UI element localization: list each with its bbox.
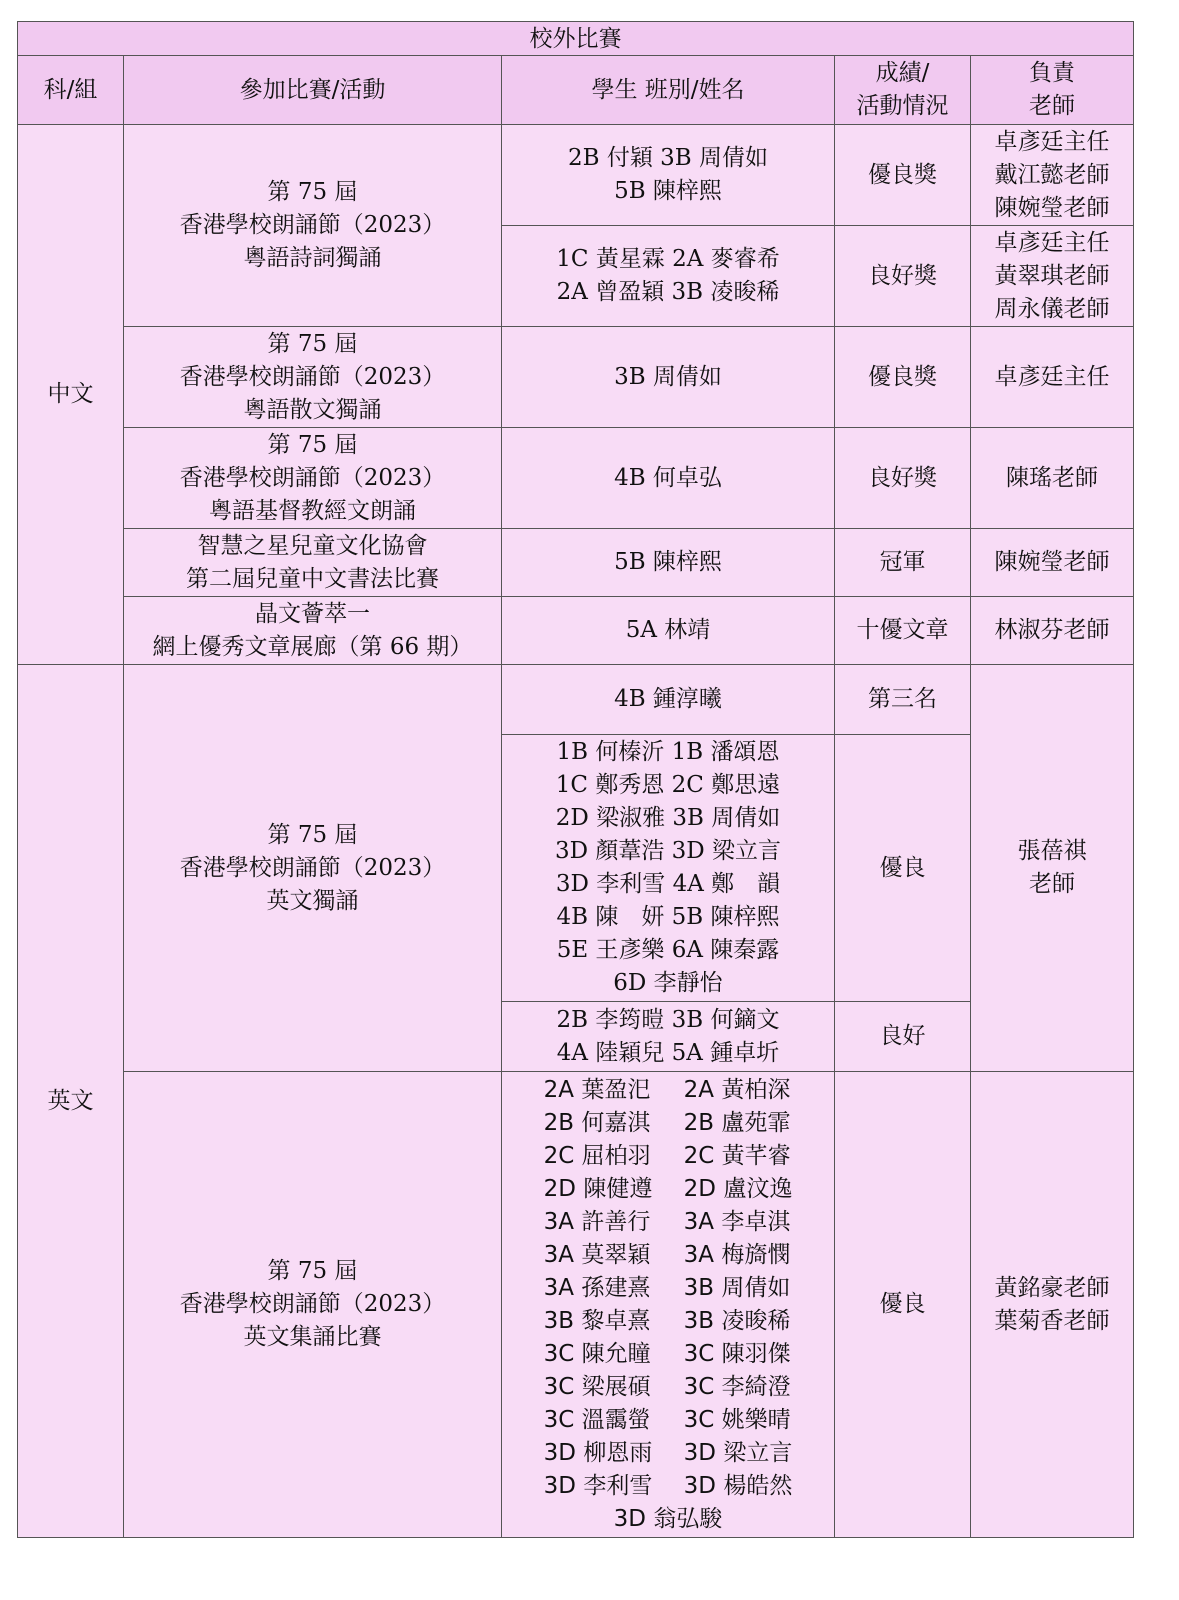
result-cell: 第三名 [835,665,971,735]
student-name: 3B 周倩如 [683,1274,791,1301]
teacher-cell: 卓彥廷主任 戴江懿老師 陳婉瑩老師 [971,125,1134,226]
competition-cell: 第 75 屆 香港學校朗誦節（2023） 英文獨誦 [124,665,502,1072]
list-item [544,1206,793,1239]
result-cell: 優良獎 [835,327,971,428]
student-name: 3C 陳羽傑 [683,1340,791,1367]
list-item [544,1140,793,1173]
header-subject: 科/組 [18,56,124,125]
students-cell: 1C 黃星霖 2A 麥睿希 2A 曾盈穎 3B 凌晙稀 [502,226,835,327]
student-name: 2D 盧汶逸 [683,1175,793,1202]
list-item [544,1272,793,1305]
students-cell: 4B 鍾淳曦 [502,665,835,735]
table-title: 校外比賽 [18,22,1134,56]
student-name: 2D 陳健遵 [543,1175,653,1202]
list-item [544,1074,793,1107]
student-name: 2A 葉盈汜 [543,1076,651,1103]
result-cell: 良好獎 [835,226,971,327]
result-cell: 十優文章 [835,597,971,665]
student-name: 3A 梅旖憫 [683,1241,791,1268]
list-item [544,1371,793,1404]
competition-cell: 第 75 屆 香港學校朗誦節（2023） 英文集誦比賽 [124,1072,502,1538]
external-competitions-table [17,21,1134,1538]
list-item: 3D 翁弘駿 [613,1505,723,1532]
result-cell: 優良獎 [835,125,971,226]
student-name: 2B 何嘉淇 [543,1109,651,1136]
students-cell: 2B 李筠暟 3B 何鏑文 4A 陸穎兒 5A 鍾卓圻 [502,1002,835,1072]
competition-cell: 晶文薈萃一 網上優秀文章展廊（第 66 期） [124,597,502,665]
header-competition: 參加比賽/活動 [124,56,502,125]
competition-cell: 第 75 屆 香港學校朗誦節（2023） 粵語詩詞獨誦 [124,125,502,327]
competition-cell: 第 75 屆 香港學校朗誦節（2023） 粵語基督教經文朗誦 [124,428,502,529]
student-name: 3C 陳允瞳 [543,1340,651,1367]
subject-chinese: 中文 [18,125,124,665]
list-item [544,1107,793,1140]
list-item [544,1173,793,1206]
result-cell: 優良 [835,735,971,1002]
header-teacher: 負責 老師 [971,56,1134,125]
student-name: 3C 姚樂晴 [683,1406,791,1433]
student-name: 3A 許善行 [543,1208,651,1235]
students-cell: 3B 周倩如 [502,327,835,428]
teacher-cell: 陳瑤老師 [971,428,1134,529]
choral-student-list [544,1074,793,1503]
students-cell: 2B 付穎 3B 周倩如 5B 陳梓熙 [502,125,835,226]
students-cell [502,1072,835,1538]
teacher-cell: 陳婉瑩老師 [971,529,1134,597]
students-cell: 5A 林靖 [502,597,835,665]
result-cell: 良好獎 [835,428,971,529]
subject-english: 英文 [18,665,124,1538]
list-item [544,1305,793,1338]
teacher-cell: 張蓓祺 老師 [971,665,1134,1072]
student-name: 3A 李卓淇 [683,1208,791,1235]
student-name: 2C 黃芊睿 [683,1142,791,1169]
list-item [544,1437,793,1470]
student-name: 3B 凌晙稀 [683,1307,791,1334]
header-result: 成績/ 活動情況 [835,56,971,125]
list-item [544,1338,793,1371]
result-cell: 優良 [835,1072,971,1538]
student-name: 2B 盧苑霏 [683,1109,791,1136]
student-name: 3A 孫建熹 [543,1274,651,1301]
student-name: 3C 李綺澄 [683,1373,791,1400]
student-name: 3D 楊皓然 [683,1472,793,1499]
list-item [544,1239,793,1272]
student-name: 3D 梁立言 [683,1439,793,1466]
students-cell: 5B 陳梓熙 [502,529,835,597]
student-name: 3C 溫靄螢 [543,1406,651,1433]
student-name: 3A 莫翠穎 [543,1241,651,1268]
student-name: 3D 柳恩雨 [543,1439,653,1466]
list-item [544,1470,793,1503]
teacher-cell: 林淑芬老師 [971,597,1134,665]
result-cell: 良好 [835,1002,971,1072]
result-cell: 冠軍 [835,529,971,597]
students-cell: 1B 何榛沂 1B 潘頌恩 1C 鄭秀恩 2C 鄭思遠 2D 梁淑雅 3B 周倩如 3D 顏葦浩 3D 梁立言 3D 李利雪 4A 鄭 韻 4B 陳 妍 5B 陳梓熙 5E 王彥樂 6A 陳秦露 6D 李靜怡 [502,735,835,1002]
teacher-cell: 黃銘豪老師 葉菊香老師 [971,1072,1134,1538]
teacher-cell: 卓彥廷主任 黃翠琪老師 周永儀老師 [971,226,1134,327]
student-name: 2C 屈柏羽 [543,1142,651,1169]
competition-cell: 第 75 屆 香港學校朗誦節（2023） 粵語散文獨誦 [124,327,502,428]
header-students: 學生 班別/姓名 [502,56,835,125]
student-name: 3D 李利雪 [543,1472,653,1499]
students-cell: 4B 何卓弘 [502,428,835,529]
student-name: 3B 黎卓熹 [543,1307,651,1334]
teacher-cell: 卓彥廷主任 [971,327,1134,428]
competition-cell: 智慧之星兒童文化協會 第二屆兒童中文書法比賽 [124,529,502,597]
list-item [544,1404,793,1437]
student-name: 3C 梁展碩 [543,1373,651,1400]
student-name: 2A 黃柏深 [683,1076,791,1103]
